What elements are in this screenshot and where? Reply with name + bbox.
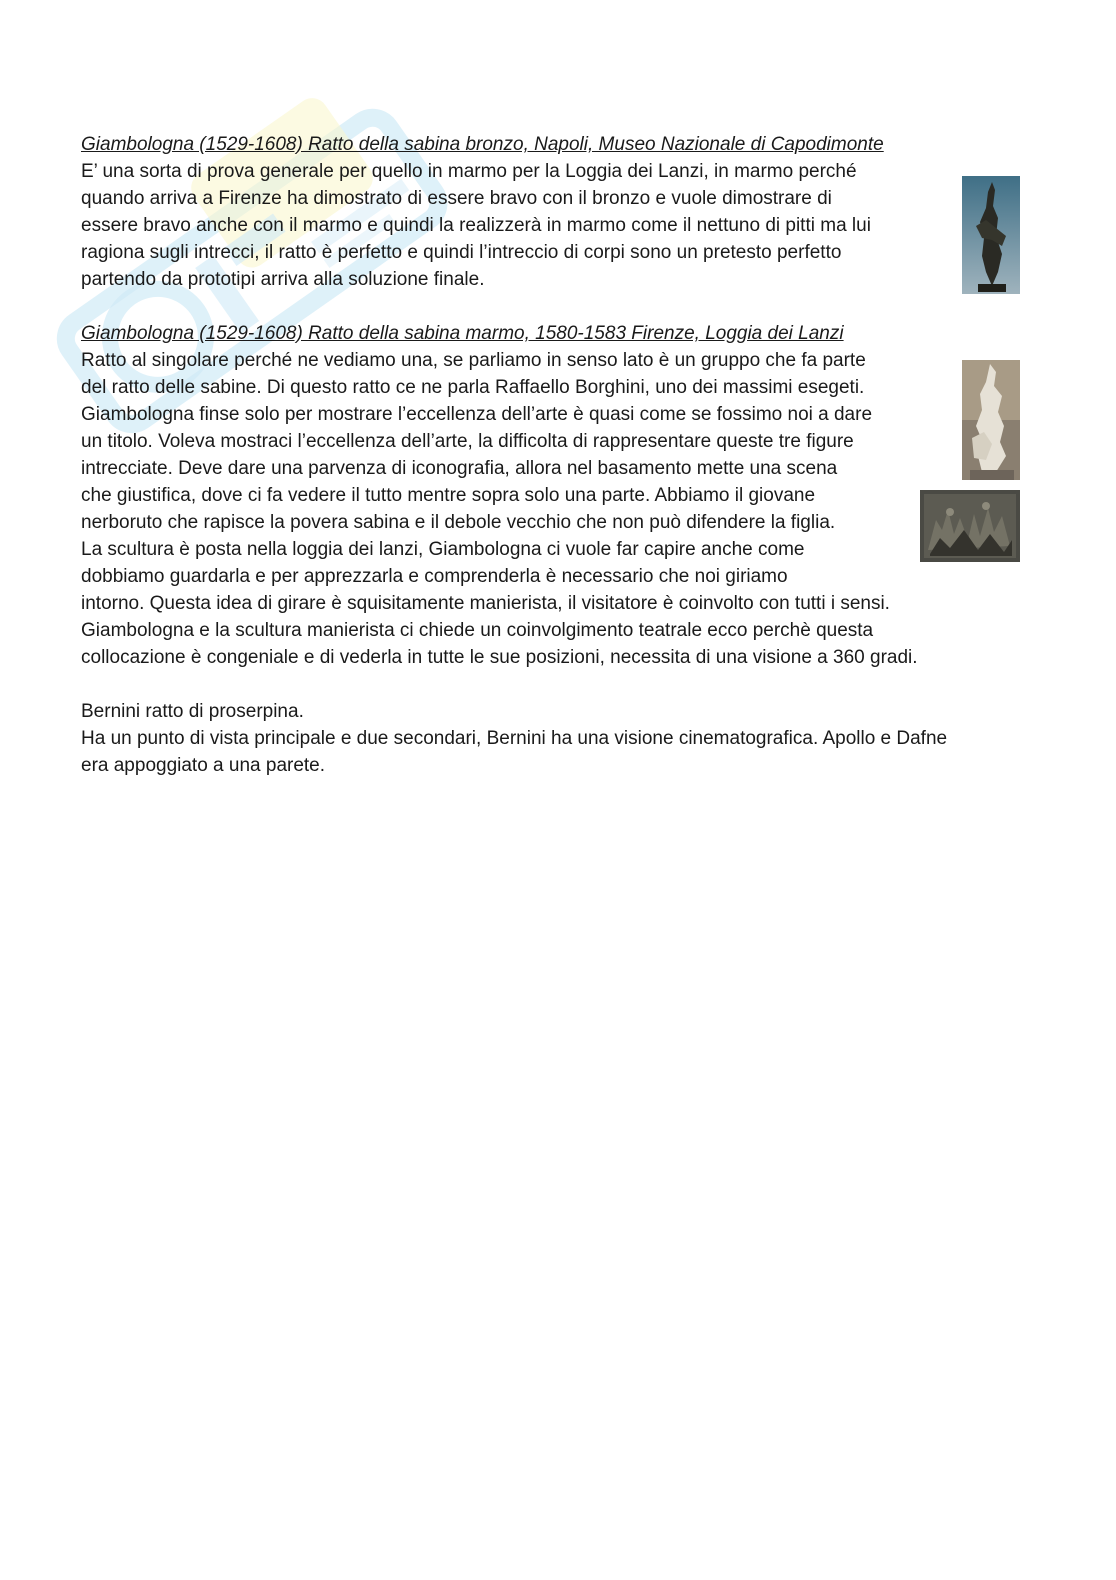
paragraph-line: quando arriva a Firenze ha dimostrato di essere bravo con il bronzo e vuole dimostrare di (81, 188, 832, 209)
paragraph-line: E’ una sorta di prova generale per quello in marmo per la Loggia dei Lanzi, in marmo perché (81, 161, 857, 182)
paragraph-line: partendo da prototipi arriva alla soluzione finale. (81, 269, 485, 290)
paragraph-line: essere bravo anche con il marmo e quindi la realizzerà in marmo come il nettuno di pitti ma lui (81, 215, 871, 236)
paragraph-line: intorno. Questa idea di girare è squisitamente manierista, il visitatore è coinvolto con tutti i sensi. (81, 593, 890, 614)
paragraph-line: era appoggiato a una parete. (81, 755, 326, 776)
paragraph-line: Bernini ratto di proserpina. (81, 701, 304, 722)
section-heading: Giambologna (1529-1608) Ratto della sabina bronzo, Napoli, Museo Nazionale di Capodimonte (81, 134, 884, 155)
document-body (81, 131, 1036, 779)
paragraph-line: La scultura è posta nella loggia dei lanzi, Giambologna ci vuole far capire anche come (81, 539, 805, 560)
marble-sculpture-image (962, 360, 1020, 480)
section-bernini (81, 698, 1036, 779)
paragraph-line: intrecciate. Deve dare una parvenza di iconografia, allora nel basamento mette una scena (81, 458, 838, 479)
paragraph-line: Ha un punto di vista principale e due secondari, Bernini ha una visione cinematografica. Apollo e Dafne (81, 728, 948, 749)
bronze-sculpture-image (962, 176, 1020, 294)
paragraph-line: Giambologna finse solo per mostrare l’eccellenza dell’arte è quasi come se fossimo noi a dare (81, 404, 873, 425)
section-bronze (81, 131, 1036, 293)
paragraph-line: del ratto delle sabine. Di questo ratto ce ne parla Raffaello Borghini, uno dei massimi esegeti. (81, 377, 865, 398)
paragraph-line: collocazione è congeniale e di vederla in tutte le sue posizioni, necessita di una visione a 360 gradi. (81, 647, 918, 668)
paragraph-gap (81, 293, 1036, 320)
paragraph-line: Ratto al singolare perché ne vediamo una, se parliamo in senso lato è un gruppo che fa parte (81, 350, 866, 371)
paragraph-gap (81, 671, 1036, 698)
paragraph-line: Giambologna e la scultura manierista ci chiede un coinvolgimento teatrale ecco perchè questa (81, 620, 874, 641)
section-marble (81, 320, 1036, 671)
paragraph-line: dobbiamo guardarla e per apprezzarla e comprenderla è necessario che noi giriamo (81, 566, 788, 587)
paragraph-line: che giustifica, dove ci fa vedere il tutto mentre sopra solo una parte. Abbiamo il giovane (81, 485, 816, 506)
paragraph-line: ragiona sugli intrecci, il ratto è perfetto e quindi l’intreccio di corpi sono un pretesto perfetto (81, 242, 842, 263)
paragraph-line: un titolo. Voleva mostraci l’eccellenza dell’arte, la difficolta di rappresentare queste tre figure (81, 431, 854, 452)
section-heading: Giambologna (1529-1608) Ratto della sabina marmo, 1580-1583 Firenze, Loggia dei Lanzi (81, 323, 844, 344)
base-relief-image (920, 490, 1020, 562)
paragraph-line: nerboruto che rapisce la povera sabina e il debole vecchio che non può difendere la figlia. (81, 512, 836, 533)
